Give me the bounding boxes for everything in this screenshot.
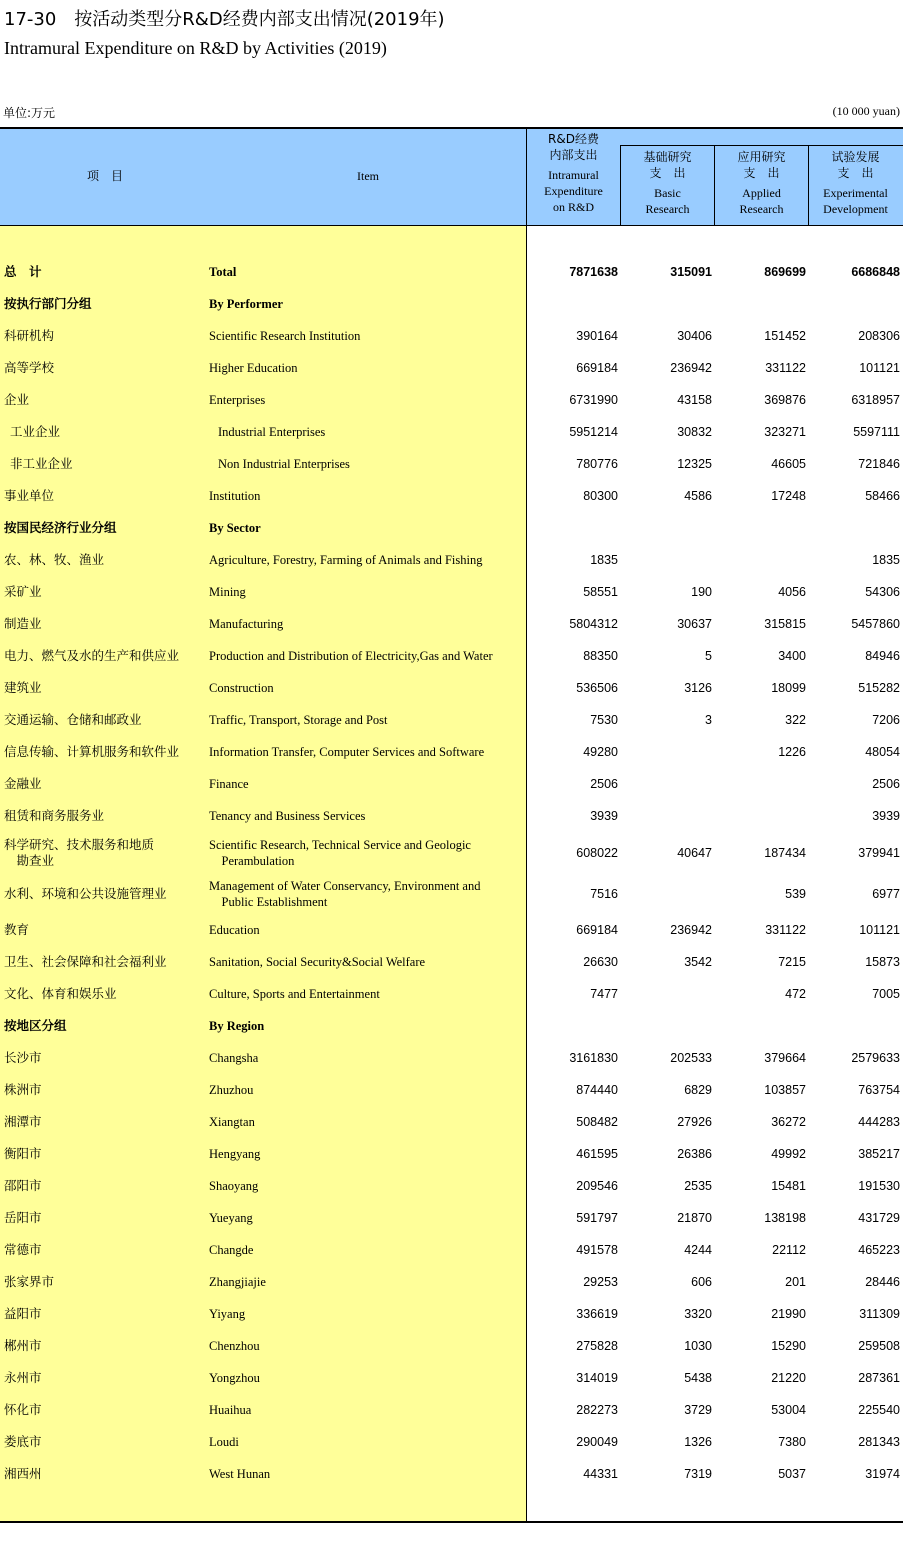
table-bottom-border bbox=[0, 1521, 903, 1523]
value-experimental-development: 6318957 bbox=[851, 393, 900, 407]
row-label-en: Industrial Enterprises bbox=[218, 425, 326, 439]
value-intramural: 290049 bbox=[576, 1435, 618, 1449]
value-intramural: 29253 bbox=[583, 1275, 618, 1289]
value-experimental-development: 101121 bbox=[859, 923, 900, 937]
value-experimental-development: 225540 bbox=[858, 1403, 900, 1417]
value-applied-research: 49992 bbox=[771, 1147, 806, 1161]
value-applied-research: 201 bbox=[785, 1275, 806, 1289]
row-label-zh: 总 计 bbox=[4, 264, 42, 279]
table-row bbox=[0, 480, 903, 512]
value-basic-research: 6829 bbox=[684, 1083, 712, 1097]
value-basic-research: 30832 bbox=[677, 425, 712, 439]
value-intramural: 508482 bbox=[576, 1115, 618, 1129]
value-applied-research: 7380 bbox=[778, 1435, 806, 1449]
row-label-zh: 按执行部门分组 bbox=[4, 296, 92, 311]
row-label-en: Shaoyang bbox=[209, 1179, 259, 1193]
row-label-zh: 衡阳市 bbox=[4, 1146, 42, 1161]
table-row bbox=[0, 608, 903, 640]
value-applied-research: 379664 bbox=[764, 1051, 806, 1065]
value-applied-research bbox=[715, 288, 806, 320]
value-applied-research: 103857 bbox=[764, 1083, 806, 1097]
table-row bbox=[0, 704, 903, 736]
value-intramural: 536506 bbox=[576, 681, 618, 695]
value-intramural: 49280 bbox=[583, 745, 618, 759]
value-basic-research bbox=[621, 1010, 712, 1042]
table-row bbox=[0, 1074, 903, 1106]
value-basic-research: 3 bbox=[705, 713, 712, 727]
row-label-en: Hengyang bbox=[209, 1147, 261, 1161]
row-label-zh: 采矿业 bbox=[4, 584, 42, 599]
table-row bbox=[0, 416, 903, 448]
value-applied-research: 322 bbox=[785, 713, 806, 727]
row-label-en: Total bbox=[209, 265, 237, 279]
table-row bbox=[0, 1010, 903, 1042]
value-experimental-development: 2506 bbox=[872, 777, 900, 791]
value-basic-research: 3320 bbox=[684, 1307, 712, 1321]
value-basic-research: 236942 bbox=[670, 361, 712, 375]
value-experimental-development: 3939 bbox=[872, 809, 900, 823]
value-intramural: 874440 bbox=[576, 1083, 618, 1097]
row-label-en: Management of Water Conservancy, Environment and Public Establishment bbox=[209, 878, 481, 909]
value-experimental-development bbox=[809, 288, 900, 320]
row-label-en: Finance bbox=[209, 777, 249, 791]
table-row bbox=[0, 320, 903, 352]
row-label-en: Construction bbox=[209, 681, 274, 695]
header-col-experimental: 试验发展 支 出 Experimental Development bbox=[823, 150, 888, 216]
value-applied-research: 21220 bbox=[771, 1371, 806, 1385]
value-applied-research: 539 bbox=[785, 886, 806, 901]
value-basic-research: 21870 bbox=[677, 1211, 712, 1225]
header-item-zh: 项 目 bbox=[86, 169, 123, 183]
value-applied-research: 315815 bbox=[764, 617, 806, 631]
value-basic-research bbox=[621, 873, 712, 914]
value-applied-research: 21990 bbox=[771, 1307, 806, 1321]
row-label-zh: 科研机构 bbox=[4, 328, 55, 343]
value-intramural: 275828 bbox=[576, 1339, 618, 1353]
row-label-en: Institution bbox=[209, 489, 261, 503]
value-basic-research: 4244 bbox=[684, 1243, 712, 1257]
table-row bbox=[0, 946, 903, 978]
table-row bbox=[0, 576, 903, 608]
table-row bbox=[0, 1458, 903, 1490]
row-label-zh: 邵阳市 bbox=[4, 1178, 42, 1193]
value-experimental-development bbox=[809, 1010, 900, 1042]
value-intramural: 209546 bbox=[576, 1179, 618, 1193]
value-basic-research: 1326 bbox=[684, 1435, 712, 1449]
value-basic-research: 3542 bbox=[684, 955, 712, 969]
row-label-en: Mining bbox=[209, 585, 246, 599]
table-row bbox=[0, 1138, 903, 1170]
value-basic-research: 40647 bbox=[677, 845, 712, 860]
value-applied-research: 15290 bbox=[771, 1339, 806, 1353]
value-intramural: 669184 bbox=[576, 361, 618, 375]
row-label-zh: 怀化市 bbox=[4, 1402, 42, 1417]
row-label-zh: 农、林、牧、渔业 bbox=[4, 552, 105, 567]
table-row bbox=[0, 672, 903, 704]
value-intramural bbox=[527, 288, 618, 320]
row-label-zh: 制造业 bbox=[4, 616, 42, 631]
value-basic-research: 5438 bbox=[684, 1371, 712, 1385]
row-label-en: Tenancy and Business Services bbox=[209, 809, 366, 823]
value-basic-research: 315091 bbox=[670, 265, 712, 279]
unit-label-english: (10 000 yuan) bbox=[832, 104, 900, 118]
value-intramural: 591797 bbox=[576, 1211, 618, 1225]
row-label-en: Zhuzhou bbox=[209, 1083, 254, 1097]
value-experimental-development: 763754 bbox=[858, 1083, 900, 1097]
value-experimental-development: 48054 bbox=[865, 745, 900, 759]
value-basic-research bbox=[621, 768, 712, 800]
value-applied-research: 15481 bbox=[771, 1179, 806, 1193]
value-experimental-development: 208306 bbox=[858, 329, 900, 343]
table-row bbox=[0, 544, 903, 576]
value-applied-research: 187434 bbox=[764, 845, 806, 860]
row-label-zh: 教育 bbox=[4, 922, 30, 937]
table-row bbox=[0, 256, 903, 288]
value-experimental-development: 721846 bbox=[858, 457, 900, 471]
value-intramural: 58551 bbox=[583, 585, 618, 599]
value-basic-research: 7319 bbox=[684, 1467, 712, 1481]
value-experimental-development: 5457860 bbox=[851, 617, 900, 631]
value-intramural: 6731990 bbox=[569, 393, 618, 407]
row-label-zh: 株洲市 bbox=[4, 1082, 42, 1097]
table-row bbox=[0, 1394, 903, 1426]
value-basic-research: 606 bbox=[691, 1275, 712, 1289]
value-applied-research: 323271 bbox=[764, 425, 806, 439]
value-experimental-development: 444283 bbox=[858, 1115, 900, 1129]
value-applied-research: 151452 bbox=[764, 329, 806, 343]
row-label-en: Non Industrial Enterprises bbox=[218, 457, 350, 471]
value-intramural: 2506 bbox=[590, 777, 618, 791]
row-label-en: Sanitation, Social Security&Social Welfare bbox=[209, 955, 426, 969]
header-group-divider bbox=[620, 145, 903, 146]
value-applied-research: 5037 bbox=[778, 1467, 806, 1481]
value-intramural: 44331 bbox=[583, 1467, 618, 1481]
table-row bbox=[0, 288, 903, 320]
row-label-en: Enterprises bbox=[209, 393, 266, 407]
value-applied-research: 331122 bbox=[765, 923, 806, 937]
row-label-en: Loudi bbox=[209, 1435, 239, 1449]
value-basic-research bbox=[621, 288, 712, 320]
row-label-zh: 长沙市 bbox=[4, 1050, 42, 1065]
header-col-intramural: R&D经费 内部支出 Intramural Expenditure on R&D bbox=[544, 132, 603, 214]
row-label-zh: 文化、体育和娱乐业 bbox=[4, 986, 117, 1001]
value-basic-research: 30637 bbox=[677, 617, 712, 631]
row-label-zh: 郴州市 bbox=[4, 1338, 42, 1353]
row-label-en: By Region bbox=[209, 1019, 265, 1033]
value-experimental-development: 191530 bbox=[858, 1179, 900, 1193]
value-experimental-development: 2579633 bbox=[851, 1051, 900, 1065]
value-basic-research bbox=[621, 736, 712, 768]
row-label-zh: 企业 bbox=[4, 392, 30, 407]
value-basic-research: 43158 bbox=[677, 393, 712, 407]
row-label-zh: 永州市 bbox=[4, 1370, 42, 1385]
value-experimental-development: 259508 bbox=[858, 1339, 900, 1353]
value-applied-research bbox=[715, 800, 806, 832]
table-row bbox=[0, 1330, 903, 1362]
row-label-zh: 建筑业 bbox=[4, 680, 42, 695]
value-intramural: 7871638 bbox=[569, 265, 618, 279]
value-applied-research: 331122 bbox=[765, 361, 806, 375]
value-basic-research: 190 bbox=[691, 585, 712, 599]
value-basic-research: 1030 bbox=[684, 1339, 712, 1353]
table-row bbox=[0, 1266, 903, 1298]
row-label-zh: 湘西州 bbox=[4, 1466, 42, 1481]
value-applied-research bbox=[715, 768, 806, 800]
row-label-zh: 交通运输、仓储和邮政业 bbox=[4, 712, 142, 727]
row-label-zh: 信息传输、计算机服务和软件业 bbox=[4, 744, 180, 759]
value-applied-research: 36272 bbox=[771, 1115, 806, 1129]
value-intramural: 669184 bbox=[576, 923, 618, 937]
table-row bbox=[0, 832, 903, 873]
row-label-en: Production and Distribution of Electricity,Gas and Water bbox=[209, 649, 493, 663]
row-label-en: Higher Education bbox=[209, 361, 298, 375]
value-basic-research bbox=[621, 800, 712, 832]
row-label-zh: 张家界市 bbox=[4, 1274, 55, 1289]
table-row bbox=[0, 448, 903, 480]
value-applied-research: 46605 bbox=[771, 457, 806, 471]
value-intramural: 26630 bbox=[583, 955, 618, 969]
row-label-zh: 水利、环境和公共设施管理业 bbox=[4, 885, 167, 901]
header-item-en: Item bbox=[357, 169, 379, 183]
row-label-en: Huaihua bbox=[209, 1403, 252, 1417]
row-label-en: Changsha bbox=[209, 1051, 259, 1065]
value-experimental-development: 1835 bbox=[872, 553, 900, 567]
value-intramural: 3939 bbox=[590, 809, 618, 823]
value-experimental-development: 311309 bbox=[859, 1307, 900, 1321]
row-label-zh: 湘潭市 bbox=[4, 1114, 42, 1129]
row-label-zh: 按地区分组 bbox=[4, 1018, 67, 1033]
value-experimental-development: 281343 bbox=[858, 1435, 900, 1449]
value-intramural: 5804312 bbox=[569, 617, 618, 631]
value-intramural: 390164 bbox=[576, 329, 618, 343]
table-row bbox=[0, 512, 903, 544]
row-label-zh: 卫生、社会保障和社会福利业 bbox=[4, 954, 167, 969]
row-label-en: Agriculture, Forestry, Farming of Animals and Fishing bbox=[209, 553, 483, 567]
value-intramural bbox=[527, 1010, 618, 1042]
row-label-en: West Hunan bbox=[209, 1467, 271, 1481]
table-row bbox=[0, 800, 903, 832]
value-experimental-development: 84946 bbox=[865, 649, 900, 663]
value-applied-research: 7215 bbox=[778, 955, 806, 969]
value-intramural: 5951214 bbox=[569, 425, 618, 439]
value-applied-research: 369876 bbox=[764, 393, 806, 407]
row-label-zh: 益阳市 bbox=[4, 1306, 42, 1321]
header-col-basic: 基础研究 支 出 Basic Research bbox=[643, 150, 692, 216]
value-experimental-development: 7005 bbox=[872, 987, 900, 1001]
row-label-zh: 高等学校 bbox=[4, 360, 55, 375]
row-label-zh: 科学研究、技术服务和地质 勘查业 bbox=[4, 836, 155, 868]
value-applied-research: 1226 bbox=[778, 745, 806, 759]
row-label-en: By Sector bbox=[209, 521, 261, 535]
row-label-en: Scientific Research, Technical Service and Geologic Perambulation bbox=[209, 837, 471, 868]
value-basic-research: 3729 bbox=[684, 1403, 712, 1417]
value-experimental-development: 515282 bbox=[858, 681, 900, 695]
row-label-zh: 金融业 bbox=[4, 776, 42, 791]
value-basic-research: 30406 bbox=[677, 329, 712, 343]
title-chinese: 17-30 按活动类型分R&D经费内部支出情况(2019年) bbox=[4, 9, 445, 30]
table-row bbox=[0, 978, 903, 1010]
table-row bbox=[0, 384, 903, 416]
value-basic-research: 202533 bbox=[670, 1051, 712, 1065]
value-experimental-development: 54306 bbox=[865, 585, 900, 599]
value-intramural: 608022 bbox=[576, 845, 618, 860]
row-label-en: Education bbox=[209, 923, 260, 937]
row-label-zh: 娄底市 bbox=[4, 1434, 42, 1449]
table-row bbox=[0, 914, 903, 946]
value-experimental-development: 28446 bbox=[865, 1275, 900, 1289]
value-experimental-development: 431729 bbox=[858, 1211, 900, 1225]
row-label-en: Culture, Sports and Entertainment bbox=[209, 987, 380, 1001]
value-experimental-development: 465223 bbox=[858, 1243, 900, 1257]
value-applied-research: 18099 bbox=[771, 681, 806, 695]
header-col-applied: 应用研究 支 出 Applied Research bbox=[737, 150, 786, 216]
value-intramural: 314019 bbox=[576, 1371, 618, 1385]
value-intramural: 7530 bbox=[590, 713, 618, 727]
value-applied-research: 138198 bbox=[764, 1211, 806, 1225]
value-applied-research bbox=[715, 512, 806, 544]
table-row bbox=[0, 736, 903, 768]
table-row bbox=[0, 640, 903, 672]
value-basic-research: 236942 bbox=[670, 923, 712, 937]
table-body bbox=[0, 256, 903, 1490]
value-intramural: 1835 bbox=[590, 553, 618, 567]
value-basic-research: 12325 bbox=[677, 457, 712, 471]
row-label-zh: 按国民经济行业分组 bbox=[4, 520, 117, 535]
value-basic-research: 2535 bbox=[684, 1179, 712, 1193]
row-label-en: Changde bbox=[209, 1243, 254, 1257]
row-label-en: Yiyang bbox=[209, 1307, 246, 1321]
value-intramural: 7477 bbox=[590, 987, 618, 1001]
value-basic-research: 3126 bbox=[684, 681, 712, 695]
value-intramural: 780776 bbox=[576, 457, 618, 471]
value-applied-research: 3400 bbox=[778, 649, 806, 663]
table-row bbox=[0, 1170, 903, 1202]
row-label-en: By Performer bbox=[209, 297, 283, 311]
value-experimental-development: 6686848 bbox=[851, 265, 900, 279]
value-intramural: 88350 bbox=[583, 649, 618, 663]
row-label-en: Information Transfer, Computer Services and Software bbox=[209, 745, 485, 759]
value-intramural: 3161830 bbox=[569, 1051, 618, 1065]
row-label-zh: 工业企业 bbox=[10, 424, 61, 439]
value-experimental-development: 31974 bbox=[865, 1467, 900, 1481]
row-label-zh: 事业单位 bbox=[4, 488, 55, 503]
row-label-en: Xiangtan bbox=[209, 1115, 255, 1129]
row-label-en: Zhangjiajie bbox=[209, 1275, 266, 1289]
value-experimental-development: 385217 bbox=[858, 1147, 900, 1161]
row-label-zh: 电力、燃气及水的生产和供应业 bbox=[4, 648, 180, 663]
value-intramural: 80300 bbox=[583, 489, 618, 503]
value-basic-research bbox=[621, 512, 712, 544]
row-label-en: Scientific Research Institution bbox=[209, 329, 361, 343]
value-intramural: 336619 bbox=[576, 1307, 618, 1321]
row-label-zh: 租赁和商务服务业 bbox=[4, 808, 105, 823]
row-label-en: Yueyang bbox=[209, 1211, 253, 1225]
value-applied-research: 869699 bbox=[764, 265, 806, 279]
value-intramural: 7516 bbox=[590, 886, 618, 901]
row-label-en: Chenzhou bbox=[209, 1339, 260, 1353]
value-applied-research: 17248 bbox=[771, 489, 806, 503]
value-applied-research: 53004 bbox=[771, 1403, 806, 1417]
value-applied-research: 22112 bbox=[772, 1243, 806, 1257]
title-english: Intramural Expenditure on R&D by Activities (2019) bbox=[4, 38, 387, 58]
value-experimental-development: 101121 bbox=[859, 361, 900, 375]
table-row bbox=[0, 1298, 903, 1330]
value-experimental-development: 15873 bbox=[865, 955, 900, 969]
value-experimental-development: 7206 bbox=[872, 713, 900, 727]
table-row bbox=[0, 768, 903, 800]
value-applied-research: 472 bbox=[785, 987, 806, 1001]
value-applied-research bbox=[715, 1010, 806, 1042]
row-label-zh: 岳阳市 bbox=[4, 1210, 42, 1225]
value-experimental-development bbox=[809, 512, 900, 544]
unit-label-chinese: 单位:万元 bbox=[3, 106, 56, 120]
row-label-en: Manufacturing bbox=[209, 617, 284, 631]
value-experimental-development: 5597111 bbox=[853, 425, 900, 439]
value-experimental-development: 287361 bbox=[858, 1371, 900, 1385]
value-applied-research: 4056 bbox=[778, 585, 806, 599]
value-basic-research: 5 bbox=[705, 649, 712, 663]
value-experimental-development: 58466 bbox=[865, 489, 900, 503]
table-row bbox=[0, 1106, 903, 1138]
table-row bbox=[0, 1234, 903, 1266]
table-row bbox=[0, 352, 903, 384]
value-experimental-development: 6977 bbox=[872, 886, 900, 901]
value-intramural: 282273 bbox=[576, 1403, 618, 1417]
row-label-en: Traffic, Transport, Storage and Post bbox=[209, 713, 388, 727]
value-basic-research bbox=[621, 978, 712, 1010]
value-basic-research: 26386 bbox=[677, 1147, 712, 1161]
value-basic-research: 4586 bbox=[684, 489, 712, 503]
table-row bbox=[0, 1362, 903, 1394]
value-applied-research bbox=[715, 544, 806, 576]
value-experimental-development: 379941 bbox=[858, 845, 900, 860]
value-intramural bbox=[527, 512, 618, 544]
value-basic-research: 27926 bbox=[677, 1115, 712, 1129]
value-basic-research bbox=[621, 544, 712, 576]
row-label-zh: 非工业企业 bbox=[10, 456, 73, 471]
value-intramural: 461595 bbox=[576, 1147, 618, 1161]
row-label-en: Yongzhou bbox=[209, 1371, 260, 1385]
table-row bbox=[0, 1426, 903, 1458]
value-intramural: 491578 bbox=[576, 1243, 618, 1257]
row-label-zh: 常德市 bbox=[4, 1242, 42, 1257]
table-row bbox=[0, 1202, 903, 1234]
table-row bbox=[0, 873, 903, 914]
table-row bbox=[0, 1042, 903, 1074]
